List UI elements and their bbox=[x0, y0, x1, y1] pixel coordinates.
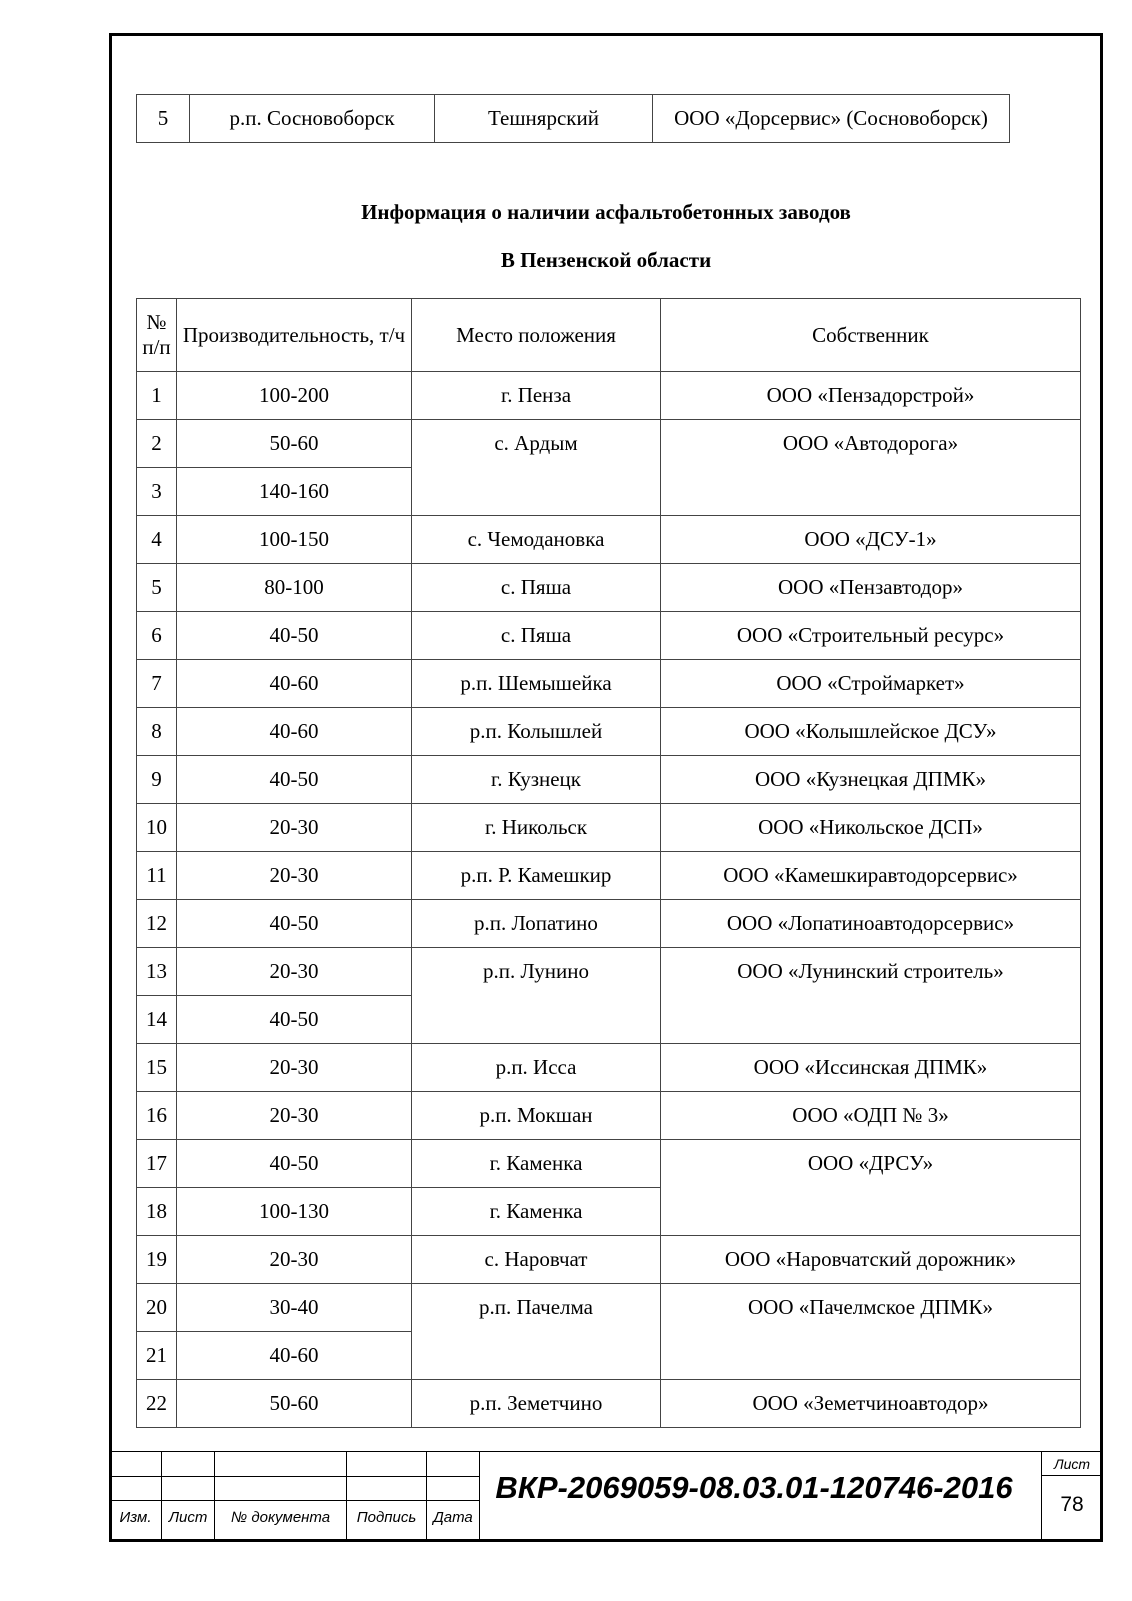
cell-capacity: 20-30 bbox=[177, 948, 412, 996]
table-row bbox=[137, 708, 1081, 756]
cell-capacity: 80-100 bbox=[177, 564, 412, 612]
cell-number: 21 bbox=[137, 1332, 177, 1380]
cell-owner: ООО «Дорсервис» (Сосновоборск) bbox=[653, 95, 1010, 143]
cell-owner: ООО «Наровчатский дорожник» bbox=[661, 1236, 1081, 1284]
cell-location: г. Пенза bbox=[412, 372, 661, 420]
cell-number: 3 bbox=[137, 468, 177, 516]
cell-number: 6 bbox=[137, 612, 177, 660]
cell-capacity: 40-50 bbox=[177, 900, 412, 948]
top-table bbox=[136, 94, 1010, 143]
table-row bbox=[137, 804, 1081, 852]
title-block-stamp bbox=[109, 1451, 1103, 1542]
table-row bbox=[137, 852, 1081, 900]
cell-owner: ООО «Кузнецкая ДПМК» bbox=[661, 756, 1081, 804]
stamp-cell bbox=[109, 1451, 162, 1477]
cell-number: 12 bbox=[137, 900, 177, 948]
cell-capacity: 50-60 bbox=[177, 1380, 412, 1428]
cell-owner: ООО «Строймаркет» bbox=[661, 660, 1081, 708]
stamp-cell bbox=[161, 1451, 215, 1477]
table-row bbox=[137, 372, 1081, 420]
cell-owner: ООО «Колышлейское ДСУ» bbox=[661, 708, 1081, 756]
cell-location: г. Никольск bbox=[412, 804, 661, 852]
cell-owner: ООО «Иссинская ДПМК» bbox=[661, 1044, 1081, 1092]
cell-capacity: 40-50 bbox=[177, 1140, 412, 1188]
cell-owner: ООО «Земетчиноавтодор» bbox=[661, 1380, 1081, 1428]
cell-number: 2 bbox=[137, 420, 177, 468]
table-row bbox=[137, 948, 1081, 996]
table-row bbox=[137, 564, 1081, 612]
stamp-cell bbox=[214, 1476, 347, 1501]
cell-number: 7 bbox=[137, 660, 177, 708]
cell-owner: ООО «Пачелмское ДПМК» bbox=[661, 1284, 1081, 1380]
cell-location: р.п. Пачелма bbox=[412, 1284, 661, 1380]
stamp-sheet-divider bbox=[1041, 1475, 1103, 1476]
stamp-label-signature: Подпись bbox=[356, 1509, 417, 1526]
cell-number: 17 bbox=[137, 1140, 177, 1188]
cell-location: р.п. Лунино bbox=[412, 948, 661, 1044]
stamp-cell bbox=[426, 1476, 480, 1501]
cell-location: с. Ардым bbox=[412, 420, 661, 516]
document-number: ВКР-2069059-08.03.01-120746-2016 bbox=[495, 1470, 1013, 1505]
stamp-cell bbox=[161, 1476, 215, 1501]
cell-owner: ООО «Автодорога» bbox=[661, 420, 1081, 516]
cell-location: р.п. Земетчино bbox=[412, 1380, 661, 1428]
table-row bbox=[137, 1236, 1081, 1284]
table-header-row bbox=[137, 299, 1081, 372]
cell-capacity: 100-150 bbox=[177, 516, 412, 564]
cell-number: 1 bbox=[137, 372, 177, 420]
cell-capacity: 100-130 bbox=[177, 1188, 412, 1236]
cell-capacity: 40-60 bbox=[177, 660, 412, 708]
cell-capacity: 40-60 bbox=[177, 708, 412, 756]
sheet-number: 78 bbox=[1060, 1493, 1084, 1516]
cell-capacity: 40-50 bbox=[177, 996, 412, 1044]
stamp-label-date: Дата bbox=[433, 1509, 473, 1526]
cell-number: 13 bbox=[137, 948, 177, 996]
cell-location: с. Чемодановка bbox=[412, 516, 661, 564]
cell-location: р.п. Колышлей bbox=[412, 708, 661, 756]
cell-capacity: 100-200 bbox=[177, 372, 412, 420]
cell-owner: ООО «ОДП № 3» bbox=[661, 1092, 1081, 1140]
cell-capacity: 20-30 bbox=[177, 1044, 412, 1092]
cell-owner: ООО «Лунинский строитель» bbox=[661, 948, 1081, 1044]
stamp-label-sheet: Лист bbox=[168, 1509, 208, 1526]
table-row bbox=[137, 900, 1081, 948]
table-row bbox=[137, 756, 1081, 804]
plants-table bbox=[136, 298, 1081, 1428]
cell-capacity: 20-30 bbox=[177, 804, 412, 852]
cell-number: 11 bbox=[137, 852, 177, 900]
table-row bbox=[137, 1284, 1081, 1332]
cell-owner: ООО «ДРСУ» bbox=[661, 1140, 1081, 1236]
header-owner: Собственник bbox=[661, 299, 1081, 372]
table-row bbox=[137, 1140, 1081, 1188]
cell-number: 4 bbox=[137, 516, 177, 564]
section-subtitle: В Пензенской области bbox=[500, 248, 712, 272]
cell-location: р.п. Мокшан bbox=[412, 1092, 661, 1140]
cell-location: р.п. Шемышейка bbox=[412, 660, 661, 708]
cell-number: 5 bbox=[137, 564, 177, 612]
cell-capacity: 40-50 bbox=[177, 612, 412, 660]
stamp-cell bbox=[346, 1476, 427, 1501]
cell-owner: ООО «Строительный ресурс» bbox=[661, 612, 1081, 660]
cell-capacity: 50-60 bbox=[177, 420, 412, 468]
sheet-label: Лист bbox=[1053, 1456, 1091, 1472]
stamp-label-change: Изм. bbox=[119, 1509, 152, 1526]
cell-location: г. Кузнецк bbox=[412, 756, 661, 804]
cell-location: г. Каменка bbox=[412, 1188, 661, 1236]
cell-owner: ООО «Пензадорстрой» bbox=[661, 372, 1081, 420]
header-capacity: Производительность, т/ч bbox=[177, 299, 412, 372]
cell-number: 18 bbox=[137, 1188, 177, 1236]
stamp-cell bbox=[109, 1476, 162, 1501]
cell-owner: ООО «Лопатиноавтодорсервис» bbox=[661, 900, 1081, 948]
cell-location: р.п. Лопатино bbox=[412, 900, 661, 948]
cell-number: 19 bbox=[137, 1236, 177, 1284]
cell-owner: ООО «Пензавтодор» bbox=[661, 564, 1081, 612]
cell-location: с. Пяша bbox=[412, 612, 661, 660]
cell-number: 15 bbox=[137, 1044, 177, 1092]
table-row bbox=[137, 516, 1081, 564]
cell-location: с. Пяша bbox=[412, 564, 661, 612]
table-row bbox=[137, 660, 1081, 708]
cell-capacity: 30-40 bbox=[177, 1284, 412, 1332]
cell-district: Тешнярский bbox=[435, 95, 653, 143]
cell-capacity: 40-50 bbox=[177, 756, 412, 804]
cell-settlement: р.п. Сосновоборск bbox=[190, 95, 435, 143]
table-row bbox=[137, 420, 1081, 468]
section-title: Информация о наличии асфальтобетонных заводов bbox=[361, 200, 851, 224]
cell-number: 8 bbox=[137, 708, 177, 756]
cell-capacity: 140-160 bbox=[177, 468, 412, 516]
cell-number: 14 bbox=[137, 996, 177, 1044]
cell-number: 9 bbox=[137, 756, 177, 804]
table-row bbox=[137, 612, 1081, 660]
cell-owner: ООО «Никольское ДСП» bbox=[661, 804, 1081, 852]
cell-owner: ООО «Камешкиравтодорсервис» bbox=[661, 852, 1081, 900]
table-row bbox=[137, 1044, 1081, 1092]
cell-capacity: 40-60 bbox=[177, 1332, 412, 1380]
stamp-label-document: № документа bbox=[230, 1509, 331, 1526]
header-location: Место положения bbox=[412, 299, 661, 372]
cell-location: г. Каменка bbox=[412, 1140, 661, 1188]
cell-number: 10 bbox=[137, 804, 177, 852]
cell-number: 5 bbox=[137, 95, 190, 143]
stamp-cell bbox=[346, 1451, 427, 1477]
table-row bbox=[137, 1380, 1081, 1428]
cell-capacity: 20-30 bbox=[177, 1092, 412, 1140]
cell-location: р.п. Исса bbox=[412, 1044, 661, 1092]
cell-capacity: 20-30 bbox=[177, 1236, 412, 1284]
cell-location: с. Наровчат bbox=[412, 1236, 661, 1284]
cell-capacity: 20-30 bbox=[177, 852, 412, 900]
stamp-cell bbox=[214, 1451, 347, 1477]
header-number: № п/п bbox=[137, 299, 177, 372]
table-row bbox=[137, 1092, 1081, 1140]
stamp-cell bbox=[426, 1451, 480, 1477]
cell-location: р.п. Р. Камешкир bbox=[412, 852, 661, 900]
cell-number: 22 bbox=[137, 1380, 177, 1428]
cell-number: 16 bbox=[137, 1092, 177, 1140]
cell-owner: ООО «ДСУ-1» bbox=[661, 516, 1081, 564]
cell-number: 20 bbox=[137, 1284, 177, 1332]
table-row bbox=[137, 95, 1010, 143]
